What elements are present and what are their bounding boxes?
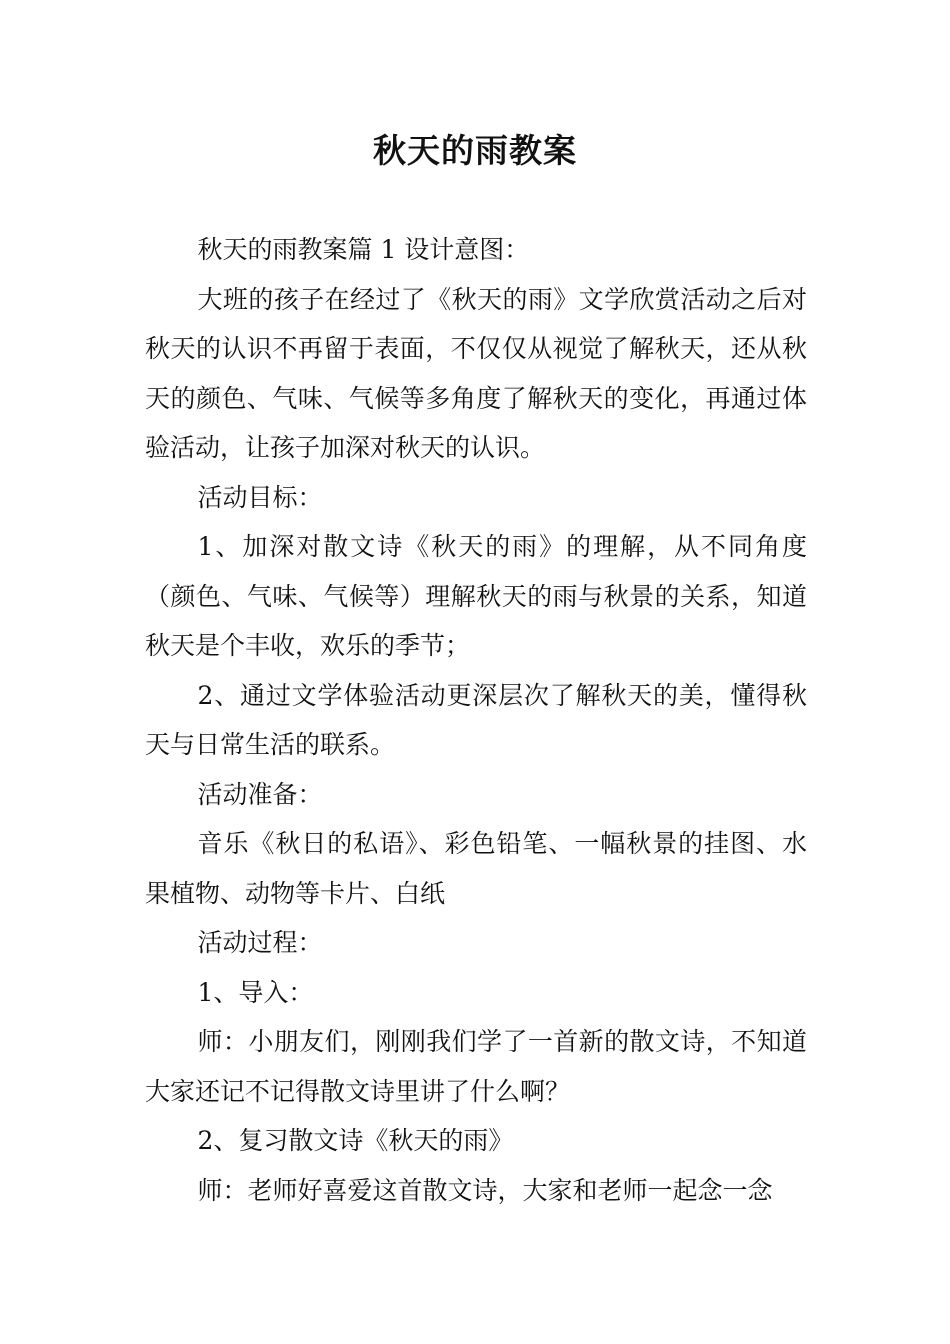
paragraph-step-2-heading: 2、复习散文诗《秋天的雨》: [197, 1126, 514, 1155]
paragraph-preparation: 音乐《秋日的私语》、彩色铅笔、一幅秋景的挂图、水果植物、动物等卡片、白纸: [145, 829, 807, 908]
paragraph-step-1-heading: 1、导入：: [197, 977, 314, 1007]
document-body: [145, 225, 807, 1215]
paragraph-step-2: 师：老师好喜爱这首散文诗，大家和老师一起念一念: [197, 1175, 773, 1205]
paragraph-process-heading: 活动过程：: [197, 928, 323, 957]
paragraph-goal-1: 1、加深对散文诗《秋天的雨》的理解，从不同角度（颜色、气味、气候等）理解秋天的雨与秋景的关系，知道秋天是个丰收，欢乐的季节；: [145, 532, 807, 660]
paragraph-step-1: 师：小朋友们，刚刚我们学了一首新的散文诗，不知道大家还记不记得散文诗里讲了什么啊？: [145, 1027, 807, 1106]
paragraph-preparation-heading: 活动准备：: [197, 779, 323, 809]
document-title: 秋天的雨教案: [373, 131, 577, 170]
paragraph-goals-heading: 活动目标：: [197, 482, 323, 512]
paragraph-goal-2: 2、通过文学体验活动更深层次了解秋天的美，懂得秋天与日常生活的联系。: [145, 680, 807, 759]
paragraph-design-intent: 大班的孩子在经过了《秋天的雨》文学欣赏活动之后对秋天的认识不再留于表面，不仅仅从视觉了解秋天，还从秋天的颜色、气味、气候等多角度了解秋天的变化，再通过体验活动，让孩子加深对秋天的认识。: [145, 284, 807, 462]
paragraph-design-intent-heading: 秋天的雨教案篇 1 设计意图：: [197, 235, 530, 264]
